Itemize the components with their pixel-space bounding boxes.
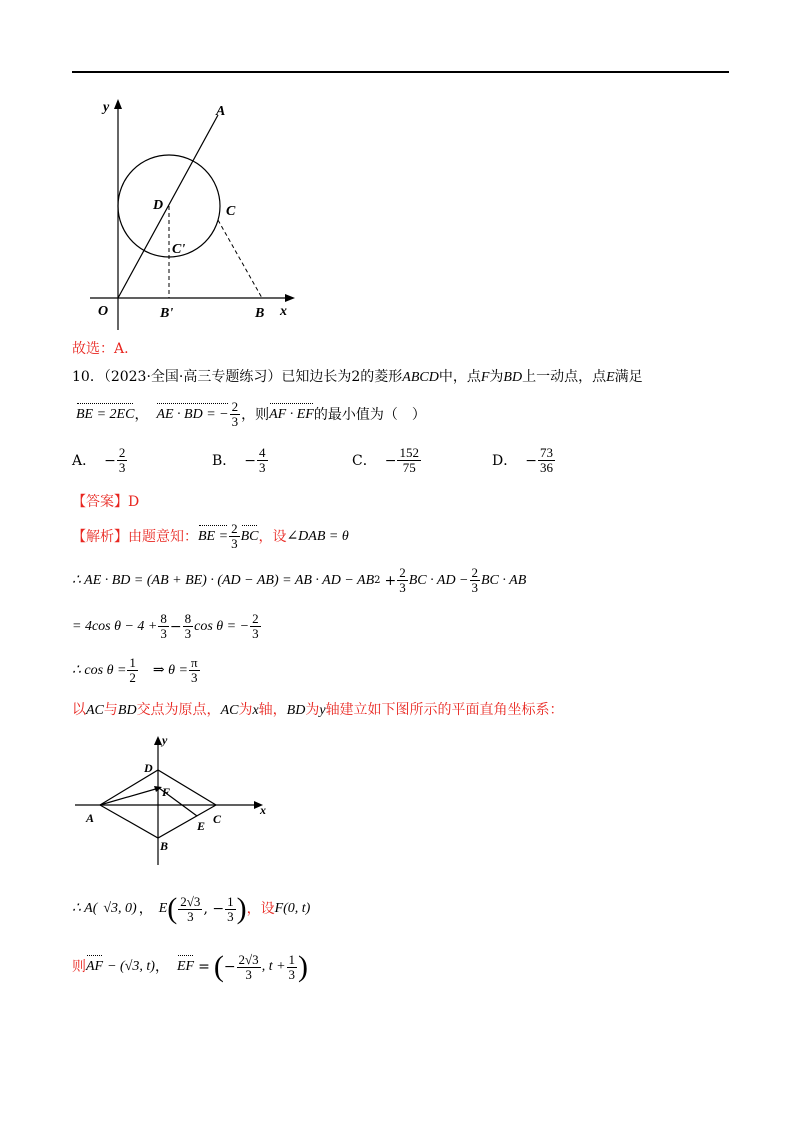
- option-d[interactable]: D． − $\frac{73}{36}$: [492, 445, 553, 475]
- target-expression: AF · EF: [269, 406, 314, 422]
- label-x: x: [280, 304, 287, 319]
- figure-rhombus-coordinates: [70, 730, 280, 870]
- question-number: 10．: [72, 369, 104, 385]
- option-a[interactable]: A． − $\frac{2}{3}$: [72, 445, 126, 475]
- options: [72, 446, 572, 480]
- label-y-2: y: [162, 733, 168, 747]
- figure-circle-diagram: [90, 95, 310, 335]
- coordinate-setup-text: 以AC与BD交点为原点，AC为x轴，BD为y轴建立如下图所示的平面直角坐标系：: [72, 702, 564, 718]
- analysis-line-1: 【解析】 由题意知： BE = $\frac{2}{3}$ BC ，设 ∠DAB = θ: [72, 521, 349, 551]
- answer-line: [72, 493, 139, 511]
- question-10-conditions: BE = 2EC ， AE · BD = − $\frac{2}{3}$ ，则 AF · EF 的最小值为（ ）: [76, 399, 426, 429]
- label-a-2: A: [86, 811, 95, 825]
- y-axis-arrow-2: [154, 736, 162, 745]
- segment-af: [100, 788, 159, 805]
- label-o: O: [98, 304, 109, 319]
- label-b-prime: B': [160, 306, 174, 321]
- answer-value: D: [128, 494, 140, 510]
- label-c-prime: C': [172, 242, 186, 257]
- answer-tag: 【答案】: [72, 494, 128, 510]
- label-y: y: [103, 100, 110, 115]
- question-source: （2023·全国·高三专题练习）: [103, 369, 282, 385]
- points-line: ∴ A( √3, 0) ， E ( $\frac{2√3}{3}$ , − $\frac{1}{3}$ ) ，设 F(0, t): [72, 892, 311, 925]
- previous-answer: 故选：A.: [72, 341, 129, 357]
- label-e: E: [197, 819, 206, 833]
- question-10-stem: 10．（2023·全国·高三专题练习）已知边长为2的菱形ABCD中，点F为BD上一动点，点E满足: [72, 369, 643, 385]
- dashed-cb: [218, 220, 262, 298]
- y-axis-arrow: [114, 99, 122, 109]
- label-f: F: [162, 785, 171, 799]
- label-b: B: [255, 306, 265, 321]
- x-axis-arrow: [285, 294, 295, 302]
- label-x-2: x: [260, 803, 266, 817]
- analysis-line-4: ∴ cos θ = $\frac{1}{2}$ ⇒ θ = $\frac{\pi}{3}$: [72, 655, 198, 685]
- option-b[interactable]: B． − $\frac{4}{3}$: [212, 445, 266, 475]
- line-oa: [118, 115, 218, 298]
- label-c: C: [226, 204, 236, 219]
- label-d-2: D: [144, 761, 153, 775]
- analysis-line-2: ∴ AE · BD = (AB + BE) · (AD − AB) = AB · AD − AB 2 + $\frac{2}{3}$ BC · AD − $\frac{2}{3}$ BC · AB: [72, 565, 527, 595]
- label-a: A: [216, 104, 226, 119]
- condition-ae-bd: AE · BD = −: [156, 406, 229, 422]
- analysis-tag: 【解析】: [72, 528, 128, 545]
- analysis-line-3: = 4cos θ − 4 + $\frac{8}{3}$ − $\frac{8}{3}$ cos θ = − $\frac{2}{3}$: [72, 611, 259, 641]
- header-rule: [72, 71, 729, 73]
- label-d: D: [153, 198, 164, 213]
- label-b-2: B: [160, 839, 169, 853]
- label-c-2: C: [213, 812, 222, 826]
- condition-be: BE = 2EC: [76, 406, 135, 422]
- vectors-line: 则 AF − (√3, t) ， EF = ( − $\frac{2√3}{3}$ , t + $\frac{1}{3}$ ): [72, 950, 309, 983]
- option-c[interactable]: C． − $\frac{152}{75}$: [352, 445, 419, 475]
